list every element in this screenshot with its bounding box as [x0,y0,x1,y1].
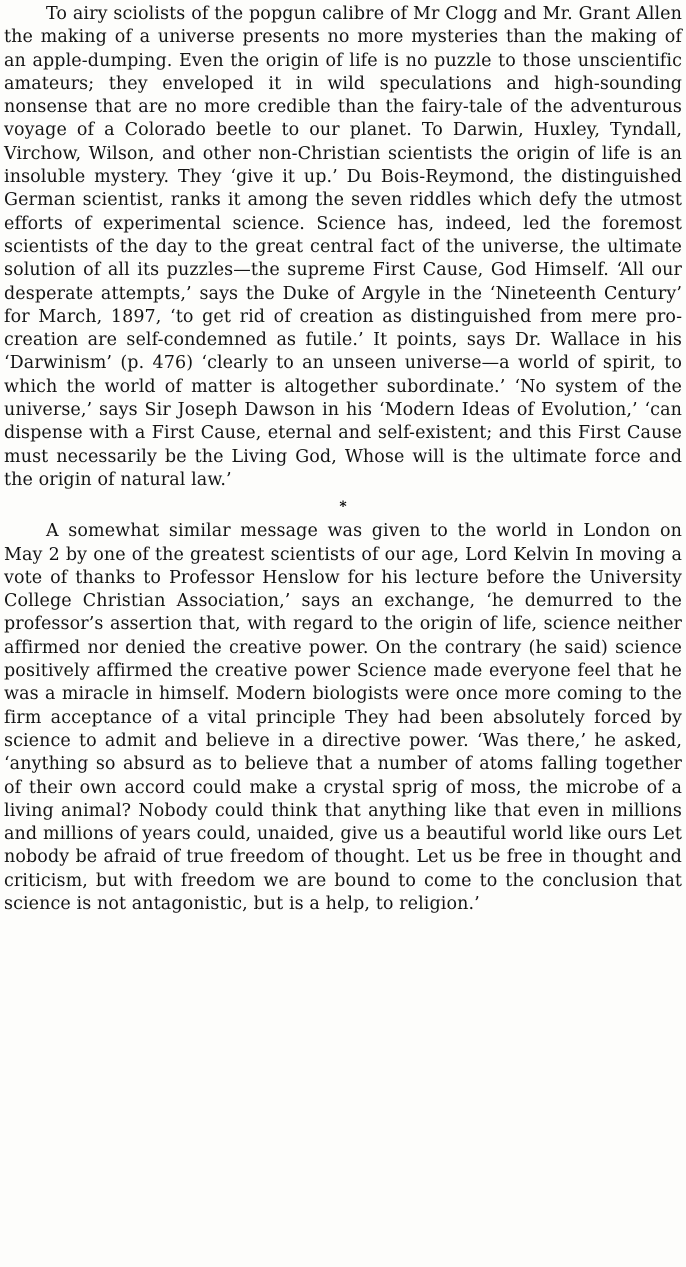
section-separator: * [339,499,347,516]
article-column [4,0,682,916]
article-paragraph-2: A somewhat similar message was given to the world in London on May 2 by one of the greatest scientists of our age, Lord Kelvin In moving a vote of thanks to Professor Henslow for his lecture before the University College Christian Association,’ says an exchange, ‘he demurred to the professor’s assertion that, with regard to the origin of life, science neither affirmed nor denied the creative power. On the contrary (he said) science positively affirmed the creative power Science made everyone feel that he was a miracle in himself. Modern biologists were once more coming to the firm acceptance of a vital principle They had been absolutely forced by science to admit and believe in a directive power. ‘Was there,’ he asked, ‘anything so absurd as to believe that a number of atoms falling together of their own accord could make a crystal sprig of moss, the microbe of a living animal? Nobody could think that anything like that even in millions and millions of years could, unaided, give us a beautiful world like ours Let nobody be afraid of true freedom of thought. Let us be free in thought and criticism, but with freedom we are bound to come to the conclusion that science is not antagonistic, but is a help, to religion.’ [4,521,682,914]
article-paragraph-1: To airy sciolists of the popgun calibre of Mr Clogg and Mr. Grant Allen the making of a universe presents no more mysteries than the making of an apple-dumping. Even the origin of life is no puzzle to those unscientific amateurs; they enveloped it in wild speculations and high-sounding nonsense that are no more credible than the fairy-tale of the adventurous voyage of a Colorado beetle to our planet. To Darwin, Huxley, Tyndall, Virchow, Wilson, and other non-Christian scientists the origin of life is an insoluble mystery. They ‘give it up.’ Du Bois-Reymond, the distinguished German scientist, ranks it among the seven riddles which defy the utmost efforts of experimental science. Science has, indeed, led the foremost scientists of the day to the great central fact of the universe, the ultimate solution of all its puzzles—the supreme First Cause, God Himself. ‘All our desperate attempts,’ says the Duke of Argyle in the ‘Nineteenth Century’ for March, 1897, ‘to get rid of creation as distinguished from mere procreation are self-condemned as futile.’ It points, says Dr. Wallace in his ‘Darwinism’ (p. 476) ‘clearly to an unseen universe—a world of spirit, to which the world of matter is altogether subordinate.’ ‘No system of the universe,’ says Sir Joseph Dawson in his ‘Modern Ideas of Evolution,’ ‘can dispense with a First Cause, eternal and self-existent; and this First Cause must necessarily be the Living God, Whose will is the ultimate force and the origin of natural law.’ [4,4,682,490]
